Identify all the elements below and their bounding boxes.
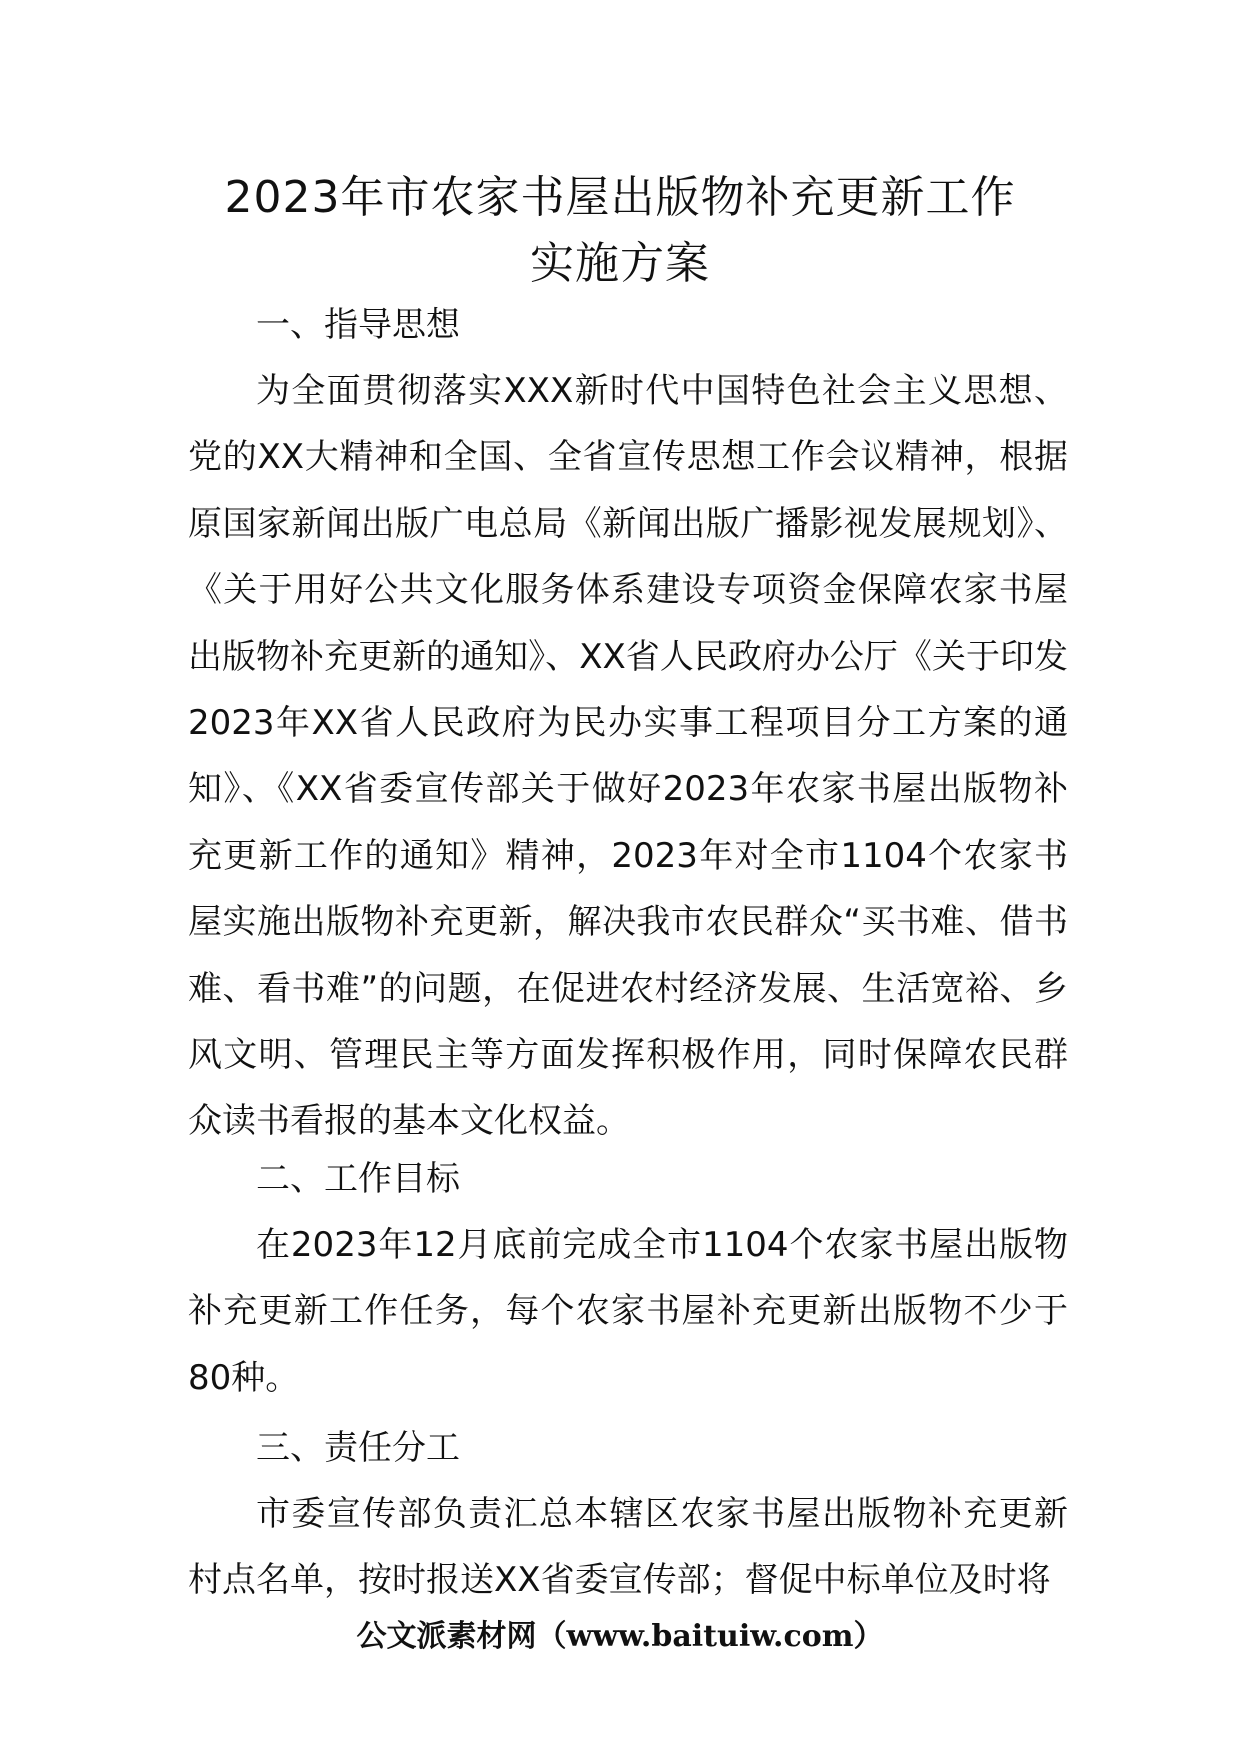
section-heading-guiding-ideology: 一、指导思想 — [256, 305, 460, 345]
section-heading-responsibility: 三、责任分工 — [256, 1428, 460, 1468]
footer-watermark: 公文派素材网（www.baituiw.com） — [356, 1619, 884, 1654]
section-paragraph-work-goal: 在2023年12月底前完成全市1104个农家书屋出版物补充更新工作任务，每个农家书屋补充更新出版物不少于80种。 — [188, 1225, 1068, 1398]
document-title-line1: 2023年市农家书屋出版物补充更新工作 — [224, 172, 1016, 223]
document-title-line2: 实施方案 — [530, 238, 710, 289]
section-heading-work-goal: 二、工作目标 — [256, 1159, 460, 1199]
section-paragraph-responsibility: 市委宣传部负责汇总本辖区农家书屋出版物补充更新村点名单，按时报送XX省委宣传部；督促中标单位及时将 — [188, 1494, 1068, 1601]
section-paragraph-guiding-ideology: 为全面贯彻落实XXX新时代中国特色社会主义思想、党的XX大精神和全国、全省宣传思想工作会议精神，根据原国家新闻出版广电总局《新闻出版广播影视发展规划》、《关于用好公共文化服务体系建设专项资金保障农家书屋出版物补充更新的通知》、XX省人民政府办公厅《关于印发2023年XX省人民政府为民办实事工程项目分工方案的通知》、《XX省委宣传部关于做好2023年农家书屋出版物补充更新工作的通知》精神，2023年对全市1104个农家书屋实施出版物补充更新，解决我市农民群众“买书难、借书难、看书难”的问题，在促进农村经济发展、生活宽裕、乡风文明、管理民主等方面发挥积极作用，同时保障农民群众读书看报的基本文化权益。 — [188, 371, 1068, 1142]
